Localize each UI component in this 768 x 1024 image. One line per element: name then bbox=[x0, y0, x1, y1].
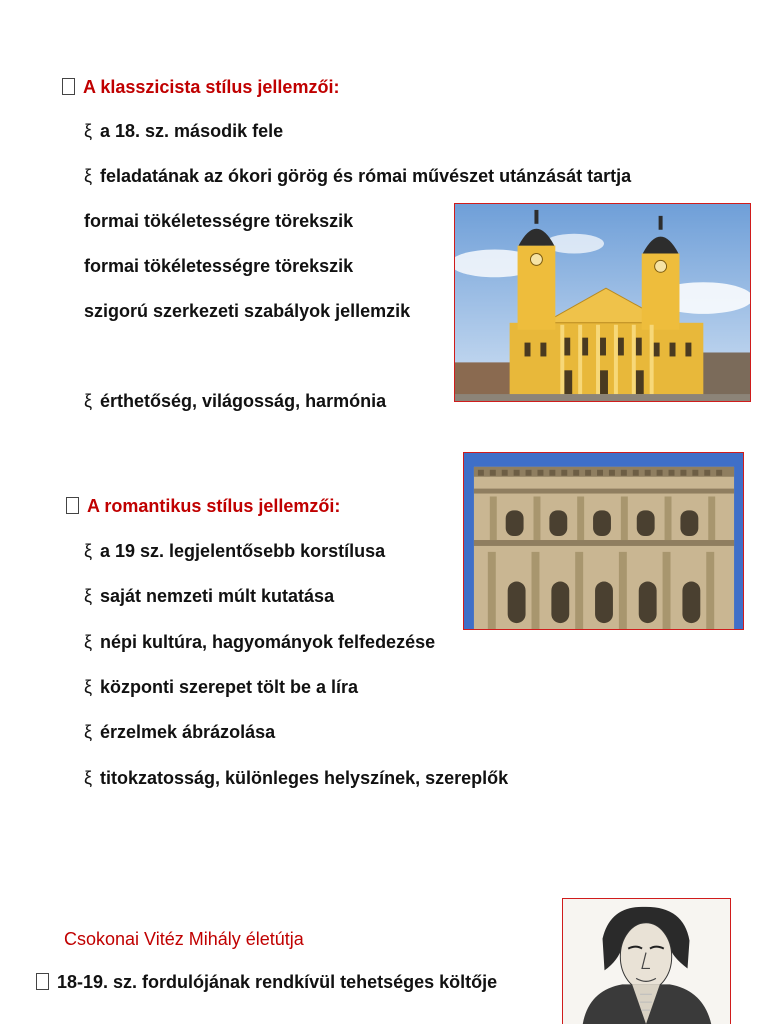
list-item: ξ érthetőség, világosság, harmónia bbox=[84, 391, 387, 411]
list-item: ξ népi kultúra, hagyományok felfedezése bbox=[84, 632, 436, 652]
list-item: 18-19. sz. fordulójának rendkívül tehetséges költője bbox=[36, 971, 497, 993]
bullet-icon: ξ bbox=[84, 391, 93, 411]
checkbox-icon bbox=[36, 973, 49, 990]
list-item: ξ érzelmek ábrázolása bbox=[84, 722, 276, 742]
bullet-icon: ξ bbox=[84, 632, 93, 652]
bullet-icon: ξ bbox=[84, 121, 93, 141]
list-item: formai tökéletességre törekszik bbox=[84, 211, 354, 231]
list-item: ξ feladatának az ókori görög és római művészet utánzását tartja bbox=[84, 166, 632, 186]
bullet-icon: ξ bbox=[84, 166, 93, 186]
bullet-icon: ξ bbox=[84, 768, 93, 788]
checkbox-icon bbox=[62, 78, 75, 95]
list-item: ξ a 18. sz. második fele bbox=[84, 121, 284, 141]
academy-building-photo bbox=[463, 452, 744, 630]
classicism-heading: A klasszicista stílus jellemzői: bbox=[62, 76, 339, 98]
romanticism-heading: A romantikus stílus jellemzői: bbox=[66, 495, 340, 517]
great-church-photo bbox=[454, 203, 751, 402]
bullet-icon: ξ bbox=[84, 541, 93, 561]
list-item: ξ központi szerepet tölt be a líra bbox=[84, 677, 359, 697]
checkbox-icon bbox=[66, 497, 79, 514]
csokonai-portrait bbox=[562, 898, 731, 1024]
list-item: szigorú szerkezeti szabályok jellemzik bbox=[84, 301, 411, 321]
list-item: ξ saját nemzeti múlt kutatása bbox=[84, 586, 335, 606]
list-item: ξ a 19 sz. legjelentősebb korstílusa bbox=[84, 541, 386, 561]
bullet-icon: ξ bbox=[84, 677, 93, 697]
bullet-icon: ξ bbox=[84, 722, 93, 742]
list-item: formai tökéletességre törekszik bbox=[84, 256, 354, 276]
csokonai-heading: Csokonai Vitéz Mihály életútja bbox=[64, 929, 304, 949]
list-item: ξ titokzatosság, különleges helyszínek, szereplők bbox=[84, 768, 509, 788]
bullet-icon: ξ bbox=[84, 586, 93, 606]
